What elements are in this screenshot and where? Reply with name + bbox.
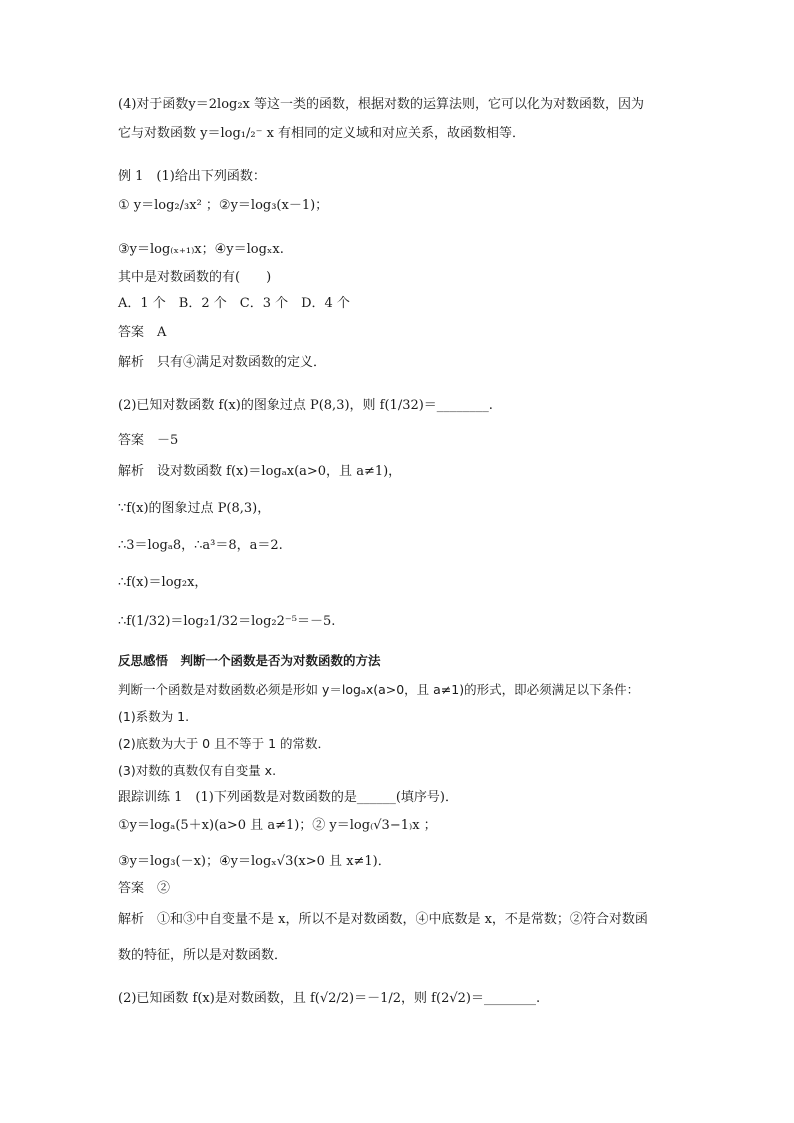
example-heading: 例 1 (1)给出下列函数： <box>118 169 266 184</box>
text-line-1: (4)对于函数y＝2log₂x 等这一类的函数，根据对数的运算法则，它可以化为对数函数，因为 <box>118 97 645 112</box>
practice-heading: 跟踪训练 1 (1)下列函数是对数函数的是______(填序号)． <box>118 790 458 805</box>
function-list-2: ③y＝log₍ₓ₊₁₎x；④y＝logₓx. <box>118 242 284 257</box>
practice-list-1: ①y＝logₐ(5＋x)(a>0 且 a≠1)；② y＝log₍√3−1₎x ； <box>118 818 437 833</box>
answer-3: 答案 ② <box>118 881 171 896</box>
answer-options: A．1 个 B．2 个 C．3 个 D．4 个 <box>118 296 350 311</box>
condition-2: (2)底数为大于 0 且不等于 1 的常数． <box>118 736 331 751</box>
condition-3: (3)对数的真数仅有自变量 x. <box>118 763 277 778</box>
practice-list-2: ③y＝log₃(－x)；④y＝logₓ√3(x>0 且 x≠1)． <box>118 854 391 869</box>
explanation-1: 解析 只有④满足对数函数的定义． <box>118 355 327 370</box>
question-2: (2)已知对数函数 f(x)的图象过点 P(8,3)，则 f(1/32)＝________. <box>118 398 493 413</box>
explanation-3-line-2: 数的特征，所以是对数函数． <box>118 948 288 963</box>
question-text: 其中是对数函数的有( ) <box>118 270 272 285</box>
explanation-2-line-2: ∵f(x)的图象过点 P(8,3)， <box>118 501 271 516</box>
explanation-3-line-1: 解析 ①和③中自变量不是 x，所以不是对数函数，④中底数是 x，不是常数；②符合对数函 <box>118 912 648 927</box>
explanation-2-line-1: 解析 设对数函数 f(x)＝logₐx(a>0，且 a≠1)， <box>118 464 402 479</box>
answer-1: 答案 A <box>118 325 167 340</box>
reflection-heading: 反思感悟 判断一个函数是否为对数函数的方法 <box>118 653 381 668</box>
explanation-2-line-4: ∴f(x)＝log₂x， <box>118 575 208 590</box>
explanation-2-line-5: ∴f(1/32)＝log₂1/32＝log₂2⁻⁵＝－5. <box>118 614 336 629</box>
text-line-2: 它与对数函数 y＝log₁/₂⁻ x 有相同的定义域和对应关系，故函数相等． <box>118 126 526 141</box>
question-4: (2)已知函数 f(x)是对数函数，且 f(√2/2)＝－1/2，则 f(2√2)＝________. <box>118 991 541 1006</box>
explanation-2-line-3: ∴3＝logₐ8，∴a³＝8，a＝2. <box>118 538 283 553</box>
function-list-1: ① y＝log₂/₃x² ；②y＝log₃(x－1)； <box>118 198 329 213</box>
answer-2: 答案 －5 <box>118 433 179 448</box>
reflection-text: 判断一个函数是对数函数必须是形如 y＝logₐx(a>0，且 a≠1)的形式，即必须满足以下条件： <box>118 682 640 697</box>
condition-1: (1)系数为 1. <box>118 709 190 724</box>
